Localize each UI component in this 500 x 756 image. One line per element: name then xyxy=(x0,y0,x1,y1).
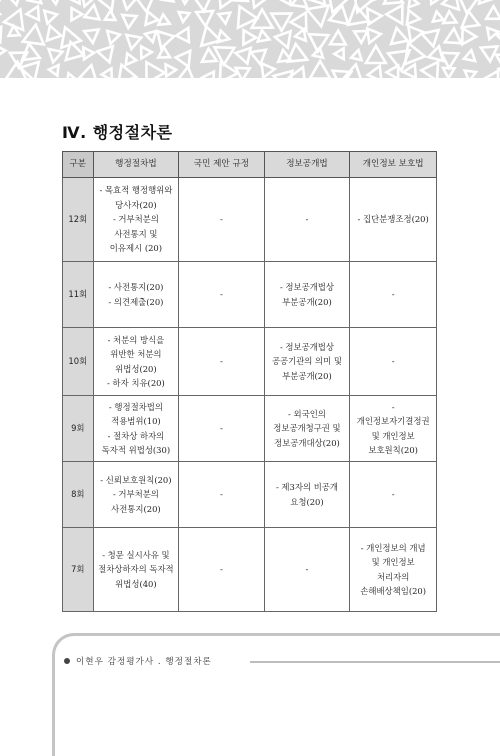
privacy-cell xyxy=(350,178,437,262)
info-cell xyxy=(264,328,350,396)
footer-text: 이현우 감정평가사 . 행정절차론 xyxy=(76,657,212,667)
info-cell xyxy=(264,262,350,328)
triangle-shape xyxy=(465,71,476,78)
procedure-cell xyxy=(93,528,179,612)
cell-line: 보호원칙(20) xyxy=(368,445,418,455)
triangle-shape xyxy=(121,0,139,10)
triangle-shape xyxy=(180,0,191,4)
proposal-cell xyxy=(179,178,264,262)
header-round: 구분 xyxy=(63,152,94,178)
triangle-shape xyxy=(407,10,420,24)
triangle-shape xyxy=(251,50,266,65)
triangle-shape xyxy=(258,30,270,41)
footer-bullet-icon xyxy=(64,658,70,664)
procedure-cell xyxy=(93,328,179,396)
triangle-shape xyxy=(403,64,415,78)
footer-rule xyxy=(250,661,500,663)
table-row xyxy=(63,462,437,528)
round-cell: 10회 xyxy=(63,328,94,396)
triangle-shape xyxy=(49,65,59,76)
triangle-shape xyxy=(176,28,189,42)
triangle-shape xyxy=(292,0,308,7)
cell-line: 이유제시 (20) xyxy=(109,243,163,254)
triangle-shape xyxy=(351,50,361,60)
triangle-shape xyxy=(236,68,250,78)
cell-line: 정보공개대상(20) xyxy=(274,437,340,448)
triangle-shape xyxy=(145,31,156,42)
triangle-shape xyxy=(443,11,456,23)
triangle-shape xyxy=(137,0,153,12)
cell-line: 손해배상책임(20) xyxy=(360,586,427,596)
cell-line: 정보공개청구권 및 xyxy=(273,423,341,434)
proposal-cell xyxy=(179,396,264,462)
triangle-shape xyxy=(486,6,500,19)
triangle-shape xyxy=(146,62,164,78)
table-row xyxy=(63,262,437,328)
triangle-shape xyxy=(219,13,231,24)
triangle-shape xyxy=(146,11,159,24)
table-row xyxy=(63,528,437,612)
triangle-shape xyxy=(236,48,251,64)
triangle-shape xyxy=(462,28,476,44)
cell-line: - 목효적 행정행위와 xyxy=(99,185,173,196)
triangle-shape xyxy=(487,28,498,39)
triangle-shape xyxy=(66,42,84,60)
privacy-cell xyxy=(350,262,437,328)
info-cell xyxy=(264,178,350,262)
cell-line: - xyxy=(220,214,223,225)
cell-line: - 정보공개법상 xyxy=(279,282,334,292)
proposal-cell xyxy=(179,328,264,396)
header-privacy-act: 개인정보 보호법 xyxy=(350,152,437,178)
info-cell xyxy=(264,462,350,528)
triangle-shape xyxy=(80,0,101,6)
cell-line: - 개인정보의 개념 xyxy=(360,542,426,553)
cell-line: - 절차상 하자의 xyxy=(107,430,165,441)
proposal-cell xyxy=(179,528,264,612)
cell-line: 개인정보자기결정권 xyxy=(356,416,430,426)
privacy-cell xyxy=(350,462,437,528)
triangle-shape xyxy=(372,0,385,1)
triangle-shape xyxy=(354,31,367,43)
triangle-shape xyxy=(348,5,369,25)
triangle-shape xyxy=(295,29,306,40)
cell-line: - 거부처분의 xyxy=(112,489,159,500)
triangle-shape xyxy=(0,0,2,6)
cell-line: 적용범위(10) xyxy=(111,416,161,426)
triangle-shape xyxy=(386,5,402,24)
cell-line: - 신뢰보호원칙(20) xyxy=(100,474,172,485)
triangle-shape xyxy=(334,48,343,59)
triangle-shape xyxy=(367,29,381,44)
triangle-shape xyxy=(252,0,269,8)
cell-line: - 의견제출(20) xyxy=(108,296,164,307)
cell-line: - xyxy=(391,489,395,500)
triangle-shape xyxy=(232,0,248,1)
cell-line: 위반한 처분의 xyxy=(110,349,162,359)
triangle-shape xyxy=(409,0,419,7)
triangle-shape xyxy=(126,35,141,49)
header-procedure-act: 행정절차법 xyxy=(93,152,179,178)
cell-line: - xyxy=(220,289,223,300)
cell-line: - 제3자의 비공개 xyxy=(275,482,338,492)
table-row xyxy=(63,178,437,262)
cell-line: - xyxy=(220,356,223,367)
triangle-shape xyxy=(84,30,99,43)
triangle-shape xyxy=(176,51,191,67)
triangle-shape xyxy=(107,31,120,44)
triangle-shape xyxy=(306,0,325,4)
triangle-shape xyxy=(310,61,330,78)
cell-line: - 하자 치유(20) xyxy=(107,378,165,388)
triangle-shape xyxy=(387,66,399,78)
triangle-shape xyxy=(95,0,115,10)
cell-line: - 처분의 방식을 xyxy=(107,334,165,345)
decorative-triangle-band xyxy=(0,0,500,78)
triangle-shape xyxy=(218,31,230,42)
triangle-shape xyxy=(462,11,480,27)
triangle-shape xyxy=(275,31,291,48)
cell-line: - xyxy=(305,214,309,225)
round-cell: 8회 xyxy=(63,462,94,528)
triangle-shape xyxy=(27,6,39,20)
triangle-shape xyxy=(368,66,382,78)
triangle-shape xyxy=(442,0,459,10)
triangle-shape xyxy=(158,14,169,24)
cell-line: 당사자(20) xyxy=(115,199,157,210)
triangle-shape xyxy=(47,26,61,41)
procedure-cell xyxy=(93,462,179,528)
triangle-shape xyxy=(220,62,238,78)
procedure-cell xyxy=(93,178,179,262)
cell-line: 독자적 위법성(30) xyxy=(101,445,171,455)
cell-line: - xyxy=(220,564,223,575)
cell-line: 부분공개(20) xyxy=(282,296,332,307)
triangle-shape xyxy=(126,53,137,64)
triangle-shape xyxy=(330,31,346,45)
triangle-shape xyxy=(157,31,174,48)
triangle-shape xyxy=(84,5,99,19)
triangle-shape xyxy=(166,64,177,76)
cell-line: - xyxy=(391,401,395,412)
cell-line: - 행정절차법의 xyxy=(108,401,163,412)
triangle-shape xyxy=(391,28,408,44)
triangle-shape xyxy=(195,0,211,11)
triangle-shape xyxy=(243,30,256,44)
round-cell: 12회 xyxy=(63,178,94,262)
triangle-shape xyxy=(72,8,83,20)
footer-frame xyxy=(52,633,500,756)
cell-line: 위법성(40) xyxy=(115,578,157,589)
proposal-cell xyxy=(179,462,264,528)
triangle-shape xyxy=(433,12,444,22)
triangle-shape xyxy=(384,0,403,4)
triangle-shape xyxy=(179,12,190,22)
cell-line: 및 개인정보 xyxy=(371,557,415,567)
cell-line: 부분공개(20) xyxy=(282,370,332,381)
proposal-cell xyxy=(179,262,264,328)
table-header-row xyxy=(63,152,437,178)
cell-line: - xyxy=(305,564,309,575)
cell-line: - 집단분쟁조정(20) xyxy=(357,214,429,225)
triangle-shape xyxy=(445,29,461,44)
triangle-shape xyxy=(441,53,458,68)
procedure-cell xyxy=(93,396,179,462)
triangle-shape xyxy=(215,47,235,64)
triangle-shape xyxy=(202,72,214,78)
triangle-shape xyxy=(49,49,63,62)
cell-line: 위법성(20) xyxy=(115,363,157,374)
cell-line: 처리자의 xyxy=(376,571,410,582)
round-cell: 7회 xyxy=(63,528,94,612)
triangle-pattern xyxy=(0,0,500,78)
cell-line: - 사전통지(20) xyxy=(108,282,164,292)
triangle-shape xyxy=(44,11,57,24)
triangle-shape xyxy=(485,71,498,78)
triangle-shape xyxy=(366,46,386,63)
cell-line: 사전통지 및 xyxy=(114,228,158,239)
triangle-shape xyxy=(277,0,291,5)
cell-line: 절차상하자의 독자적 xyxy=(98,564,174,575)
triangle-shape xyxy=(177,67,194,78)
privacy-cell xyxy=(350,328,437,396)
section-title: Ⅳ. 행정절차론 xyxy=(62,123,173,142)
triangle-shape xyxy=(105,11,116,20)
round-cell: 11회 xyxy=(63,262,94,328)
table-row xyxy=(63,328,437,396)
triangle-shape xyxy=(46,0,62,4)
triangle-shape xyxy=(421,62,438,78)
triangle-shape xyxy=(202,49,217,62)
triangle-shape xyxy=(61,27,81,47)
triangle-shape xyxy=(64,0,80,4)
info-cell xyxy=(264,396,350,462)
cell-line: 요청(20) xyxy=(290,496,324,507)
round-cell: 9회 xyxy=(63,396,94,462)
table-row xyxy=(63,396,437,462)
cell-line: - xyxy=(220,423,223,434)
cell-line: 사전통지(20) xyxy=(111,503,161,514)
header-information-act: 정보공개법 xyxy=(264,152,350,178)
triangle-shape xyxy=(9,0,20,5)
triangle-shape xyxy=(431,0,441,4)
triangle-shape xyxy=(0,71,1,78)
triangle-shape xyxy=(161,0,173,1)
cell-line: - 외국인의 xyxy=(288,408,326,419)
procedure-cell xyxy=(93,262,179,328)
triangle-shape xyxy=(196,11,213,26)
triangle-shape xyxy=(122,15,136,28)
triangle-shape xyxy=(102,68,112,78)
triangle-shape xyxy=(479,0,497,4)
cell-line: - 거부처분의 xyxy=(112,214,159,225)
exam-topics-table xyxy=(62,151,437,612)
triangle-shape xyxy=(67,73,77,78)
triangle-shape xyxy=(23,25,44,45)
triangle-shape xyxy=(97,46,113,62)
privacy-cell xyxy=(350,396,437,462)
triangle-shape xyxy=(141,46,152,58)
cell-line: 공공기관의 의미 및 xyxy=(271,356,342,367)
triangle-shape xyxy=(422,30,439,46)
triangle-shape xyxy=(307,5,329,26)
triangle-shape xyxy=(28,0,42,3)
triangle-shape xyxy=(79,65,96,78)
cell-line: - 정보공개법상 xyxy=(279,341,334,352)
header-proposal-rule: 국민 제안 규정 xyxy=(179,152,264,178)
cell-line: - 청문 실시사유 및 xyxy=(102,549,170,560)
triangle-shape xyxy=(118,65,136,78)
cell-line: - xyxy=(391,289,395,300)
triangle-shape xyxy=(0,27,1,42)
cell-line: 및 개인정보 xyxy=(371,430,415,441)
cell-line: - xyxy=(220,489,223,500)
triangle-shape xyxy=(464,50,475,61)
triangle-shape xyxy=(83,47,94,59)
privacy-cell xyxy=(350,528,437,612)
info-cell xyxy=(264,528,350,612)
cell-line: - xyxy=(391,356,395,367)
